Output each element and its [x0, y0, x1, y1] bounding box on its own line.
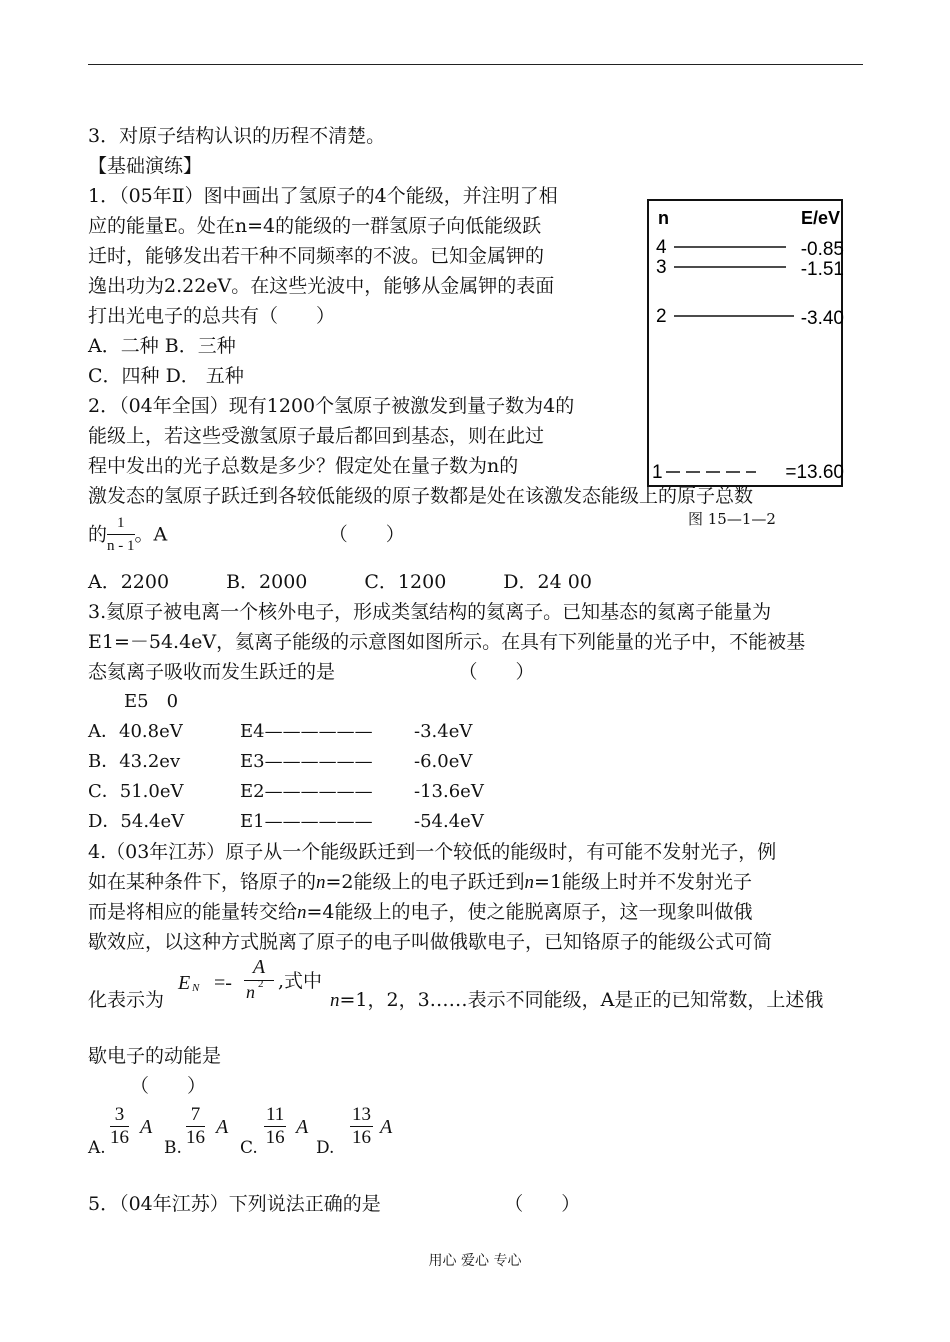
energy-value: -13.6eV: [414, 781, 484, 802]
fraction-denominator: 16: [265, 1127, 285, 1148]
page-footer: 用心 爱心 专心: [428, 1253, 522, 1269]
energy-level-diagram: [646, 196, 846, 492]
energy-level-figure: [646, 196, 846, 528]
fraction: [107, 512, 135, 557]
option-letter: A.: [88, 1138, 106, 1158]
answer-parentheses: （ ）: [130, 1075, 207, 1097]
fraction-denominator: 16: [186, 1127, 205, 1148]
text: 如在某种条件下，铬原子的: [88, 871, 317, 893]
option-row: [88, 720, 484, 750]
question-2-line: 能级上，若这些受激氢原子最后都回到基态，则在此过: [88, 425, 545, 447]
formula-denominator: n: [246, 982, 255, 1002]
variable-A: A: [296, 1116, 309, 1138]
text: ,式中: [278, 970, 323, 992]
question-4-line: 歇电子的动能是: [88, 1045, 222, 1067]
level-e-1: =13.60: [785, 462, 844, 483]
question-4-line: [88, 870, 752, 895]
options-table: [88, 720, 484, 840]
axis-e-label: E/eV: [800, 208, 840, 228]
level-n-3: 3: [656, 257, 667, 278]
question-1-options: A．二种 B．三种: [88, 335, 236, 357]
variable-A: A: [140, 1116, 153, 1138]
energy-value: -3.4eV: [414, 721, 473, 742]
level-n-2: 2: [656, 306, 667, 327]
option-label: A．40.8eV: [88, 721, 183, 742]
question-2-line: 激发态的氢原子跃迁到各较低能级的原子数都是处在该激发态能级上的原子总数: [88, 485, 754, 507]
question-4-line: 4.（03年江苏）原子从一个能级跃迁到一个较低的能级时，有可能不发射光子，例: [88, 841, 777, 863]
question-1-line: 1．（05年Ⅱ）图中画出了氢原子的4个能级，并注明了相: [88, 185, 558, 207]
energy-level-e5: E5 0: [124, 691, 179, 712]
question-4-line: [88, 900, 753, 925]
fraction-numerator: 3: [110, 1104, 129, 1127]
level-e-3: -1.51: [800, 259, 844, 280]
level-n-4: 4: [656, 237, 667, 258]
option-letter: D.: [316, 1138, 335, 1158]
fraction-numerator: 1: [107, 512, 135, 535]
question-4-line: [330, 988, 823, 1013]
text: =1，2，3……表示不同能级，A是正的已知常数，上述俄: [339, 989, 824, 1011]
option-label: C．51.0eV: [88, 781, 184, 802]
variable-A: A: [380, 1116, 393, 1138]
question-2-fraction-line: [88, 512, 405, 557]
section-heading: 【基础演练】: [88, 155, 203, 177]
fraction: [264, 1104, 286, 1149]
fraction: [110, 1104, 129, 1149]
variable-n: n: [297, 902, 307, 923]
fraction-numerator: 11: [266, 1104, 285, 1125]
question-1-line: 逸出功为2.22eV。在这些光波中，能够从金属钾的表面: [88, 275, 555, 297]
question-4-formula-line: 化表示为: [88, 989, 165, 1011]
question-2-options: A．2200 B．2000 C．1200 D．24 00: [88, 571, 592, 593]
text: =2能级上的电子跃迁到: [325, 871, 525, 893]
level-n-1: 1: [652, 462, 663, 483]
variable-n: n: [316, 872, 326, 893]
question-2-line: 程中发出的光子总数是多少？假定处在量子数为n的: [88, 455, 519, 477]
question-1-options: C．四种 D． 五种: [88, 365, 244, 387]
fraction: [186, 1104, 205, 1149]
option-label: D．54.4eV: [88, 811, 185, 832]
question-1-line: 应的能量E。处在n=4的能级的一群氢原子向低能级跃: [88, 215, 542, 237]
header-rule: [88, 64, 863, 65]
energy-level: E4——————: [240, 721, 373, 742]
question-3-line: E1=－54.4eV，氦离子能级的示意图如图所示。在具有下列能量的光子中，不能被基: [88, 631, 806, 653]
text-line: 3．对原子结构认识的历程不清楚。: [88, 125, 386, 147]
text: 而是将相应的能量转交给: [88, 901, 298, 923]
fraction-denominator: 16: [110, 1127, 129, 1148]
figure-caption: 图 15—1—2: [688, 510, 776, 528]
text: 。A （ ）: [134, 523, 405, 546]
option-label: B．43.2ev: [88, 751, 181, 772]
level-e-2: -3.40: [800, 308, 844, 329]
fraction: [350, 1104, 373, 1149]
formula-E: E: [178, 972, 191, 994]
axis-n-label: n: [658, 208, 669, 228]
text: 的: [88, 523, 108, 546]
question-3-line: 3.氦原子被电离一个核外电子，形成类氢结构的氦离子。已知基态的氦离子能量为: [88, 601, 772, 623]
level-e-4: -0.85: [800, 239, 844, 260]
energy-level: E3——————: [240, 751, 373, 772]
question-3-line: 态氦离子吸收而发生跃迁的是 （ ）: [88, 661, 535, 683]
question-4-line: 歇效应，以这种方式脱离了原子的电子叫做俄歇电子，已知铬原子的能级公式可简: [88, 931, 773, 953]
energy-value: -6.0eV: [414, 751, 473, 772]
fraction-numerator: 7: [186, 1104, 205, 1127]
energy-value: -54.4eV: [414, 811, 484, 832]
option-row: [88, 750, 484, 780]
option-letter: C.: [240, 1138, 258, 1158]
text: =1能级上时并不发射光子: [534, 871, 753, 893]
option-letter: B.: [164, 1138, 182, 1158]
question-2-line: 2．（04年全国）现有1200个氢原子被激发到量子数为4的: [88, 395, 575, 417]
text: =4能级上的电子，使之能脱离原子，这一现象叫做俄: [306, 901, 753, 923]
question-5-line: 5．（04年江苏）下列说法正确的是 （ ）: [88, 1193, 581, 1215]
variable-n: n: [330, 990, 340, 1011]
formula-exponent: 2: [258, 978, 264, 990]
fraction-numerator: 13: [352, 1104, 371, 1125]
option-row: [88, 780, 484, 810]
formula-numerator: A: [252, 956, 266, 978]
formula-subscript: N: [192, 982, 200, 994]
energy-level: E2——————: [240, 781, 373, 802]
question-1-line: 打出光电子的总共有（ ）: [88, 305, 336, 327]
variable-n: n: [524, 872, 535, 893]
fraction-denominator: n - 1: [107, 538, 135, 554]
formula-eq: =-: [214, 972, 232, 994]
option-row: [88, 810, 484, 840]
question-1-line: 迁时，能够发出若干种不同频率的不波。已知金属钾的: [88, 245, 545, 267]
variable-A: A: [216, 1116, 229, 1138]
fraction-denominator: 16: [352, 1127, 371, 1148]
energy-level: E1——————: [240, 811, 373, 832]
